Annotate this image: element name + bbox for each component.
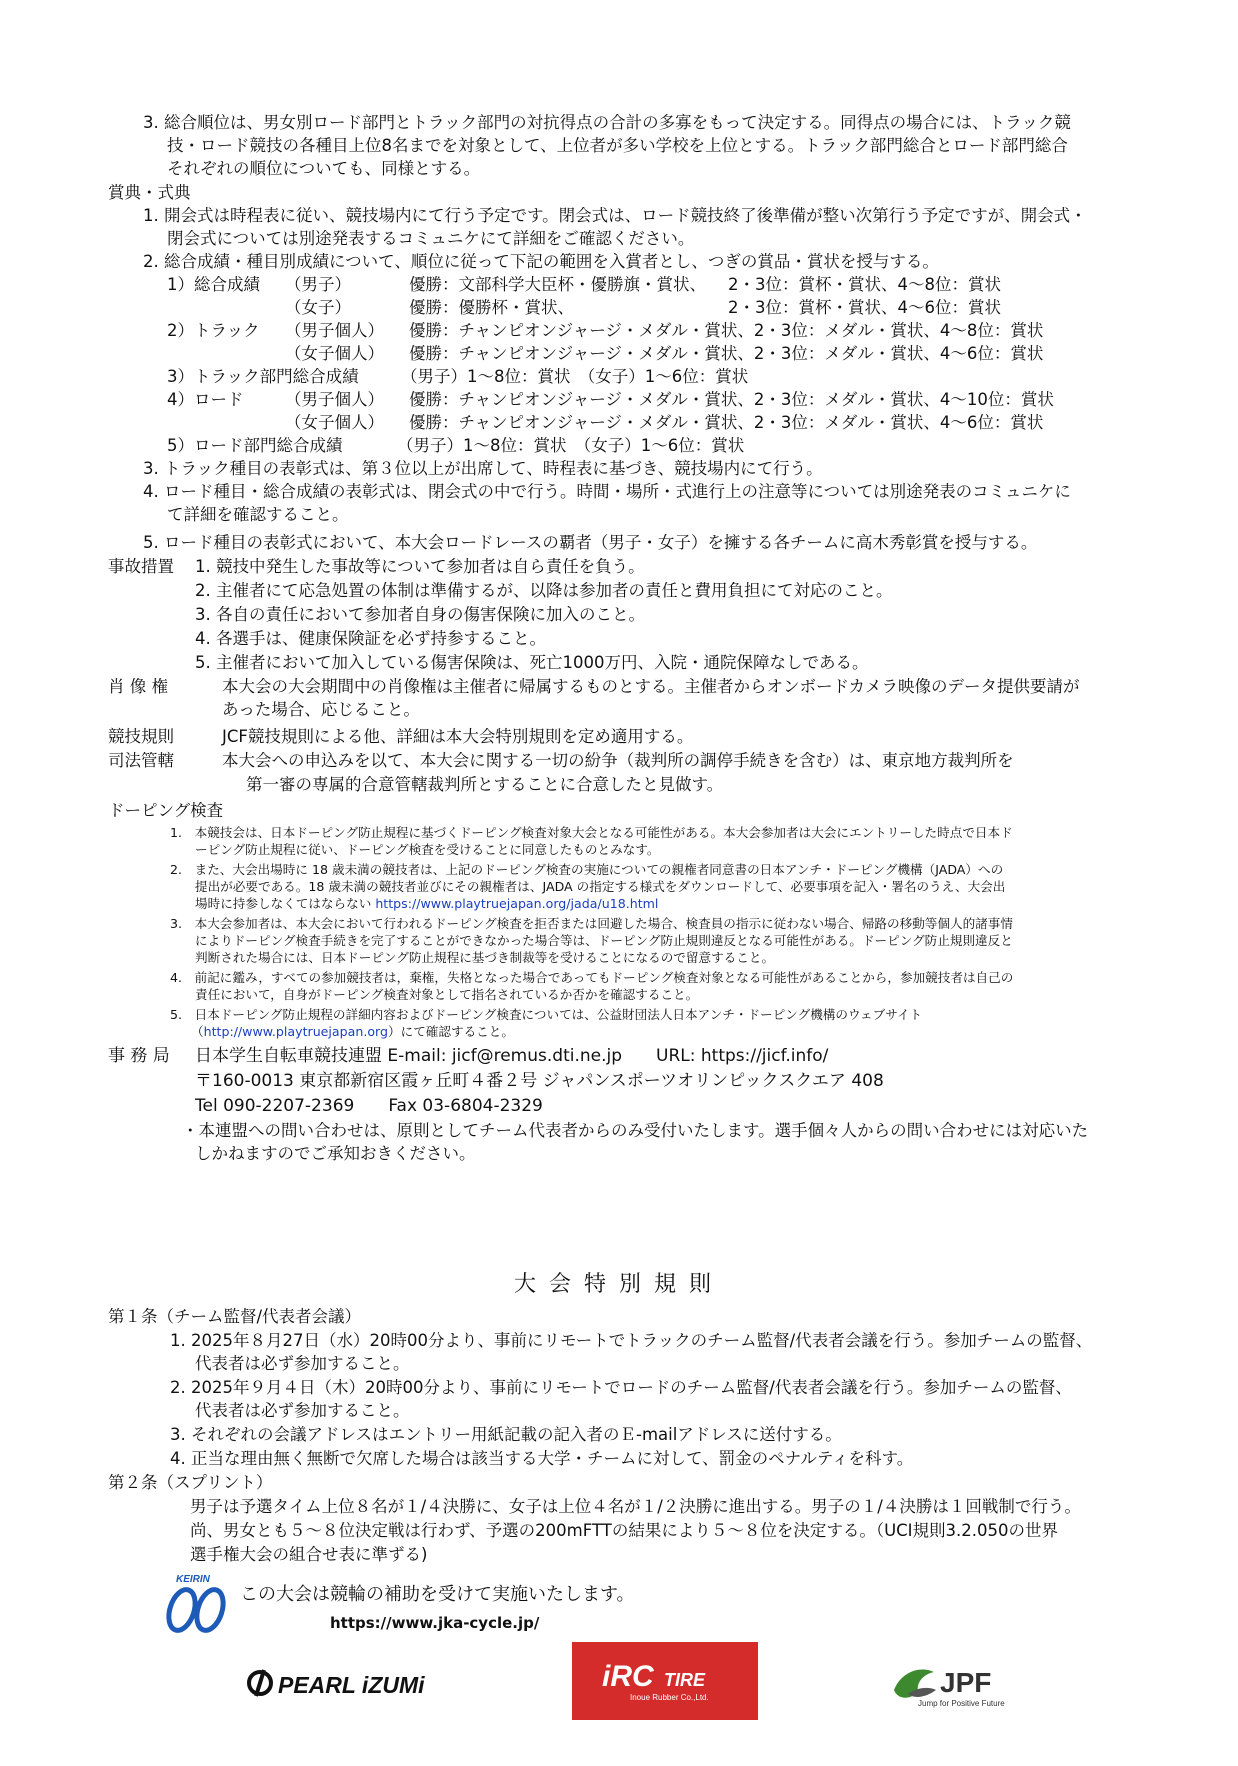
award-row-sub: （女子個人）	[285, 344, 384, 363]
awards-item-3: 3. トラック種目の表彰式は、第３位以上が出席して、時程表に基づき、競技場内にて行う。	[143, 459, 823, 478]
award-row-rest: 2・3位：賞杯・賞状、4〜6位：賞状	[728, 298, 1001, 317]
awards-item-2: 2. 総合成績・種目別成績について、順位に従って下記の範囲を入賞者とし、つぎの賞品・賞状を授与する。	[143, 252, 939, 271]
doping-line: 3. 本大会参加者は、本大会において行われるドーピング検査を拒否または回避した場合、検査員の指示に従わない場合、帰路の移動等個人的諸事情	[170, 916, 1013, 931]
accident-item: 5. 主催者において加入している傷害保険は、死亡1000万円、入院・通院保障なしである。	[195, 653, 869, 672]
accident-item: 3. 各自の責任において参加者自身の傷害保険に加入のこと。	[195, 605, 645, 624]
award-row-award: 優勝：チャンピオンジャージ・メダル・賞状、2・3位：メダル・賞状、4〜10位：賞状	[409, 390, 1054, 409]
office-line3: Tel 090-2207-2369 Fax 03-6804-2329	[195, 1096, 543, 1116]
office-label: 事 務 局	[108, 1046, 170, 1066]
doping-line: 提出が必要である。18 歳未満の競技者並びにその親権者は、JADA の指定する様式をダウンロードして、必要事項を記入・署名のうえ、大会出	[195, 879, 1006, 894]
doping-heading: ドーピング検査	[108, 801, 224, 820]
jurisdiction-line1: 本大会への申込みを以て、本大会に関する一切の紛争（裁判所の調停手続きを含む）は、東京地方裁判所を	[222, 751, 1014, 770]
doping-url-line	[195, 895, 658, 912]
award-row-sub: （女子個人）	[285, 413, 384, 432]
playtrue-link[interactable]: http://www.playtruejapan.org	[203, 1024, 388, 1039]
irc-main: iRC	[602, 1660, 654, 1693]
jpf-text: JPF	[940, 1667, 992, 1698]
article-1-line: 4. 正当な理由無く無断で欠席した場合は該当する大学・チームに対して、罰金のペナルティを科す。	[170, 1449, 914, 1468]
article-1-line: 3. それぞれの会議アドレスはエントリー用紙記載の記入者のＥ-mailアドレスに送付する。	[170, 1425, 842, 1444]
portrait-line1: 本大会の大会期間中の肖像権は主催者に帰属するものとする。主催者からオンボードカメラ映像のデータ提供要請が	[222, 677, 1080, 696]
doping-line: 判断された場合には、日本ドーピング防止規程に基づき制裁等を受けることになるので留意すること。	[195, 950, 775, 965]
special-rules-title: 大会特別規則	[513, 1272, 724, 1297]
award-row-award: 優勝：チャンピオンジャージ・メダル・賞状、2・3位：メダル・賞状、4〜6位：賞状	[409, 413, 1044, 432]
u18-link[interactable]: https://www.playtruejapan.org/jada/u18.html	[375, 896, 659, 911]
doping-url2-line	[191, 1023, 514, 1040]
article-1-line: 2. 2025年９月４日（木）20時00分より、事前にリモートでロードのチーム監督/代表者会議を行う。参加チームの監督、	[170, 1378, 1072, 1397]
accident-label: 事故措置	[108, 557, 174, 576]
awards-item-5: 5. ロード種目の表彰式において、本大会ロードレースの覇者（男子・女子）を擁する各チームに高木秀彰賞を授与する。	[143, 533, 1038, 552]
doping-line: によりドーピング検査手続きを完了することができなかった場合等は、ドーピング防止規則違反となる可能性がある。ドーピング防止規則違反と	[195, 933, 1013, 948]
article-2-line: 選手権大会の組合せ表に準ずる)	[190, 1545, 428, 1564]
office-line2: 〒160-0013 東京都新宿区霞ヶ丘町４番２号 ジャパンスポーツオリンピックスクエア 408	[195, 1071, 884, 1091]
portrait-line2: あった場合、応じること。	[222, 700, 420, 719]
award-row-label: 4）ロード	[167, 390, 244, 409]
award-row-award: 優勝：チャンピオンジャージ・メダル・賞状、2・3位：メダル・賞状、4〜6位：賞状	[409, 344, 1044, 363]
article-1-line: 代表者は必ず参加すること。	[195, 1401, 410, 1420]
office-line1: 日本学生自転車競技連盟 E-mail: jicf@remus.dti.ne.jp URL: https://jicf.info/	[195, 1046, 829, 1066]
accident-item: 4. 各選手は、健康保険証を必ず持参すること。	[195, 629, 546, 648]
doping-line: 5. 日本ドーピング防止規程の詳細内容およびドーピング検査については、公益財団法人日本アンチ・ドーピング機構のウェブサイト	[170, 1007, 923, 1022]
keirin-url[interactable]: https://www.jka-cycle.jp/	[330, 1614, 540, 1632]
article-1-line: 代表者は必ず参加すること。	[195, 1354, 410, 1373]
accident-item: 2. 主催者にて応急処置の体制は準備するが、以降は参加者の責任と費用負担にて対応のこと。	[195, 581, 893, 600]
keirin-label: KEIRIN	[176, 1574, 210, 1585]
award-row-sub: （男子個人）	[285, 321, 384, 340]
irc-sub: Inoue Rubber Co.,Ltd.	[630, 1693, 709, 1702]
awards-item-4-line2: て詳細を確認すること。	[167, 505, 349, 524]
jurisdiction-label: 司法管轄	[108, 751, 174, 770]
ranking-item-3-line2: 技・ロード競技の各種目上位8名までを対象として、上位者が多い学校を上位とする。トラック部門総合とロード部門総合	[167, 136, 1068, 155]
doping-line: 責任において，自身がドーピング検査対象として指名されているか否かを確認すること。	[195, 987, 699, 1002]
office-note-line1: ・本連盟への問い合わせは、原則としてチーム代表者からのみ受付いたします。選手個々人からの問い合わせには対応いた	[182, 1121, 1089, 1140]
award-row-rest: 2・3位：賞杯・賞状、4〜8位：賞状	[728, 275, 1001, 294]
article-1-line: 1. 2025年８月27日（水）20時00分より、事前にリモートでトラックのチーム監督/代表者会議を行う。参加チームの監督、	[170, 1331, 1093, 1350]
award-row-sub: （男子個人）	[285, 390, 384, 409]
doping-line: 2. また、大会出場時に 18 歳未満の競技者は、上記のドーピング検査の実施についての親権者同意書の日本アンチ・ドーピング機構（JADA）への	[170, 862, 1004, 877]
award-row-label: 3）トラック部門総合成績	[167, 367, 359, 386]
award-row-label: 5）ロード部門総合成績	[167, 436, 343, 455]
jurisdiction-line2: 第一審の専属的合意管轄裁判所とすることに合意したと見做す。	[246, 775, 724, 794]
awards-item-1-line1: 1. 開会式は時程表に従い、競技場内にて行う予定です。閉会式は、ロード競技終了後準備が整い次第行う予定ですが、開会式・	[143, 206, 1087, 225]
ranking-item-3-line3: それぞれの順位についても、同様とする。	[167, 159, 481, 178]
ranking-item-3-line1: 3. 総合順位は、男女別ロード部門とトラック部門の対抗得点の合計の多寡をもって決定する。同得点の場合には、トラック競	[143, 113, 1071, 132]
doping-line: ーピング防止規程に従い、ドーピング検査を受けることに同意したものとみなす。	[195, 842, 660, 857]
accident-item: 1. 競技中発生した事故等について参加者は自ら責任を負う。	[195, 557, 645, 576]
award-row-award: 優勝：優勝杯・賞状、	[409, 298, 574, 317]
awards-item-4-line1: 4. ロード種目・総合成績の表彰式は、閉会式の中で行う。時間・場所・式進行上の注意等については別途発表のコミュニケに	[143, 482, 1071, 501]
office-note-line2: しかねますのでご承知おきください。	[195, 1144, 476, 1163]
jpf-logo	[888, 1660, 1038, 1710]
award-row-award: 優勝：チャンピオンジャージ・メダル・賞状、2・3位：メダル・賞状、4〜8位：賞状	[409, 321, 1044, 340]
doping-url-prefix: 場時に持参しなくてはならない	[195, 896, 376, 911]
keirin-text: この大会は競輪の補助を受けて実施いたします。	[240, 1584, 635, 1605]
award-row-label: 2）トラック	[167, 321, 260, 340]
article-1-heading: 第１条（チーム監督/代表者会議）	[108, 1307, 362, 1326]
jpf-tagline: Jump for Positive Future	[918, 1699, 1005, 1708]
award-row-award: 優勝：文部科学大臣杯・優勝旗・賞状、	[409, 275, 706, 294]
award-row-award: （男子）1〜8位：賞状 （女子）1〜6位：賞状	[401, 367, 749, 386]
awards-heading: 賞典・式典	[108, 183, 191, 202]
doping-line: 1. 本競技会は、日本ドーピング防止規程に基づくドーピング検査対象大会となる可能性がある。本大会参加者は大会にエントリーした時点で日本ド	[170, 825, 1013, 840]
portrait-label: 肖 像 権	[108, 677, 168, 696]
awards-item-1-line2: 閉会式については別途発表するコミュニケにて詳細をご確認ください。	[167, 229, 695, 248]
url2-close: ）にて確認すること。	[388, 1024, 514, 1039]
award-row-sub: （男子）	[285, 275, 351, 294]
irc-tire: TIRE	[664, 1670, 706, 1690]
doping-line: 4. 前記に鑑み，すべての参加競技者は，棄権，失格となった場合であってもドーピング検査対象となる可能性があることから，参加競技者は自己の	[170, 970, 1014, 985]
url2-open: （	[191, 1024, 204, 1039]
article-2-heading: 第２条（スプリント）	[108, 1473, 273, 1492]
article-2-line: 男子は予選タイム上位８名が１/４決勝に、女子は上位４名が１/２決勝に進出する。男子の１/４決勝は１回戦制で行う。	[190, 1497, 1081, 1516]
pearl-izumi-text: PEARL iZUMi	[278, 1672, 425, 1698]
irc-tire-logo	[572, 1642, 758, 1720]
keirin-logo	[160, 1570, 238, 1636]
award-row-sub: （女子）	[285, 298, 351, 317]
article-2-line: 尚、男女とも５〜８位決定戦は行わず、予選の200mFTTの結果により５〜８位を決定する。（UCI規則3.2.050の世界	[190, 1521, 1059, 1540]
pearl-izumi-logo	[246, 1666, 466, 1700]
award-row-label: 1）総合成績	[167, 275, 260, 294]
award-row-award: （男子）1〜8位：賞状 （女子）1〜6位：賞状	[397, 436, 745, 455]
rules-text: JCF競技規則による他、詳細は本大会特別規則を定め適用する。	[222, 727, 694, 746]
rules-label: 競技規則	[108, 727, 174, 746]
